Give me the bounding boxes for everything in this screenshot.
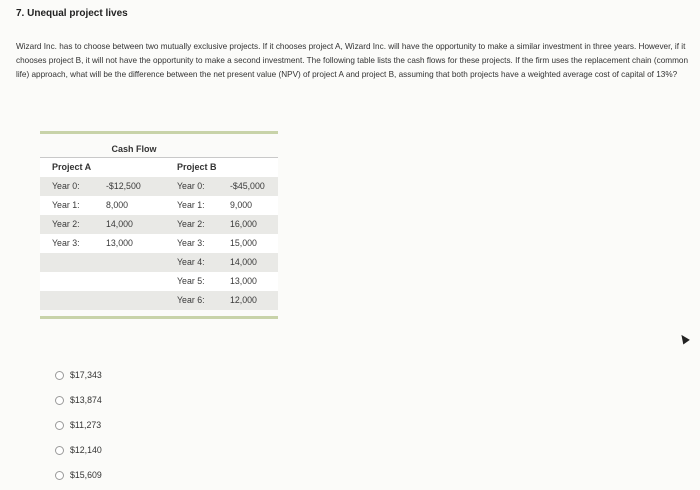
table-row xyxy=(40,177,278,196)
project-a-year: Year 1: xyxy=(52,200,80,210)
radio-icon[interactable] xyxy=(55,396,64,405)
project-b-year: Year 2: xyxy=(177,219,205,229)
project-a-value: 8,000 xyxy=(106,200,129,210)
answer-option-4[interactable] xyxy=(55,443,175,457)
answer-option-3[interactable] xyxy=(55,418,175,432)
project-b-value: 13,000 xyxy=(230,276,257,286)
cash-flow-table xyxy=(40,131,278,319)
question-title: 7. Unequal project lives xyxy=(16,8,128,19)
project-b-year: Year 4: xyxy=(177,257,205,267)
question-text: Wizard Inc. has to choose between two mutually exclusive projects. If it chooses project A, Wizard Inc. will have the opportunity to make a similar investment in three years. However, if it chooses project B, it will not have the opportunity to make a second investment. The following table lists the cash flows for these projects. If the firm uses the replacement chain (common life) approach, what will be the difference between the net present value (NPV) of project A and project B, assuming that both projects have a weighted average cost of capital of 13%? xyxy=(16,42,689,79)
project-a-year: Year 2: xyxy=(52,219,80,229)
project-a-value: 13,000 xyxy=(106,238,133,248)
answer-option-label: $11,273 xyxy=(70,420,102,430)
table-row xyxy=(40,291,278,310)
table-row xyxy=(40,215,278,234)
project-b-label: Project B xyxy=(177,162,217,172)
answer-option-label: $15,609 xyxy=(70,470,102,480)
table-row xyxy=(40,234,278,253)
project-b-year: Year 0: xyxy=(177,181,205,191)
radio-icon[interactable] xyxy=(55,371,64,380)
radio-icon[interactable] xyxy=(55,471,64,480)
table-row xyxy=(40,196,278,215)
answer-option-label: $17,343 xyxy=(70,370,102,380)
project-b-value: 12,000 xyxy=(230,295,257,305)
project-b-value: 9,000 xyxy=(230,200,253,210)
answer-option-2[interactable] xyxy=(55,393,175,407)
radio-icon[interactable] xyxy=(55,421,64,430)
table-top-rule xyxy=(40,131,278,134)
table-body xyxy=(40,158,278,310)
table-bottom-rule xyxy=(40,316,278,319)
project-b-value: 15,000 xyxy=(230,238,257,248)
project-b-year: Year 5: xyxy=(177,276,205,286)
radio-icon[interactable] xyxy=(55,446,64,455)
project-b-value: 16,000 xyxy=(230,219,257,229)
answer-option-label: $13,874 xyxy=(70,395,102,405)
table-row xyxy=(40,272,278,291)
project-b-value: -$45,000 xyxy=(230,181,265,191)
project-a-value: 14,000 xyxy=(106,219,133,229)
table-row xyxy=(40,158,278,177)
project-b-year: Year 1: xyxy=(177,200,205,210)
table-row xyxy=(40,253,278,272)
project-a-label: Project A xyxy=(52,162,92,172)
answer-option-label: $12,140 xyxy=(70,445,102,455)
project-b-value: 14,000 xyxy=(230,257,257,267)
project-b-year: Year 3: xyxy=(177,238,205,248)
project-a-value: -$12,500 xyxy=(106,181,141,191)
answer-option-5[interactable] xyxy=(55,468,175,482)
project-a-year: Year 3: xyxy=(52,238,80,248)
project-b-year: Year 6: xyxy=(177,295,205,305)
cash-flow-header: Cash Flow xyxy=(111,144,157,154)
answer-option-1[interactable] xyxy=(55,368,175,382)
mouse-cursor-icon xyxy=(678,333,690,345)
project-a-year: Year 0: xyxy=(52,181,80,191)
